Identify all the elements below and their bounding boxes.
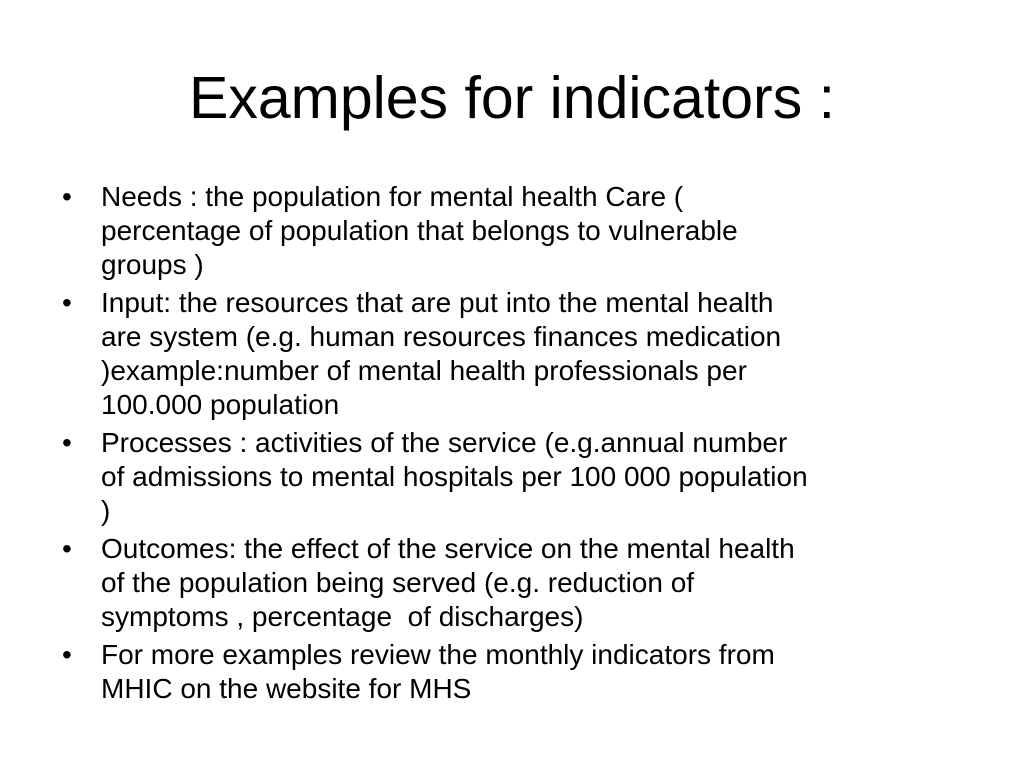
bullet-icon: •	[62, 181, 72, 212]
bullet-icon: •	[62, 287, 72, 318]
bullet-text-line: Outcomes: the effect of the service on the mental health	[101, 533, 795, 564]
bullet-text-line: symptoms , percentage of discharges)	[101, 601, 584, 632]
bullet-text-line: For more examples review the monthly indicators from	[101, 639, 775, 670]
bullet-item-needs	[60, 180, 980, 282]
bullet-item-outcomes	[60, 532, 980, 634]
bullet-item-more-examples	[60, 638, 980, 706]
bullet-text-line: are system (e.g. human resources finances medication	[101, 321, 782, 352]
bullet-icon: •	[62, 533, 72, 564]
bullet-text-line: Input: the resources that are put into the mental health	[101, 287, 774, 318]
bullet-icon: •	[62, 639, 72, 670]
bullet-text-line: of the population being served (e.g. reduction of	[101, 567, 695, 598]
bullet-item-processes	[60, 426, 980, 528]
bullet-text-line: )	[101, 495, 111, 526]
bullet-text-line: MHIC on the website for MHS	[101, 673, 472, 704]
bullet-text-line: )example:number of mental health professionals per	[101, 355, 747, 386]
bullet-text-line: of admissions to mental hospitals per 100 000 population	[101, 461, 808, 492]
bullet-item-input	[60, 286, 980, 422]
bullet-text-line: Processes : activities of the service (e.g.annual number	[101, 427, 788, 458]
bullet-list	[60, 180, 980, 710]
bullet-text-line: percentage of population that belongs to vulnerable	[101, 215, 738, 246]
slide-title: Examples for indicators :	[189, 65, 835, 131]
bullet-text-line: groups )	[101, 249, 204, 280]
bullet-text-line: 100.000 population	[101, 389, 340, 420]
bullet-icon: •	[62, 427, 72, 458]
bullet-text-line: Needs : the population for mental health Care (	[101, 181, 684, 212]
